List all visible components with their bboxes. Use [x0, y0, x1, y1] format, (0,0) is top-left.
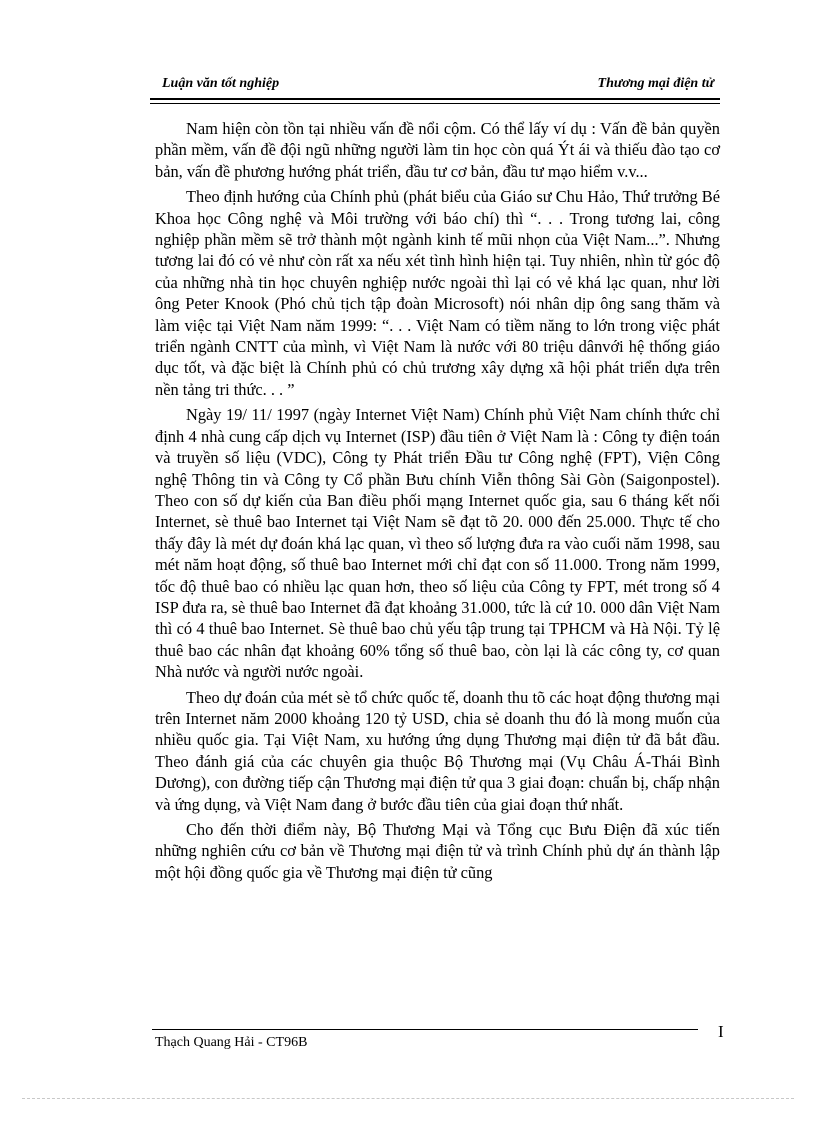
header-rule-thin [150, 103, 720, 104]
paragraph: Theo định hướng của Chính phủ (phát biểu của Giáo sư Chu Hảo, Thứ trưởng Bé Khoa học Công nghệ và Môi trường với báo chí) thì “. . . Trong tương lai, công nghiệp phần mềm sẽ trở thành một ngành kinh tế mũi nhọn của Việt Nam...”. Nhưng tương lai đó có vẻ như còn rất xa nếu xét tình hình hiện tại. Tuy nhiên, nhìn từ góc độ của những nhà tin học chuyên nghiệp nước ngoài thì lại có vẻ khá lạc quan, như lời ông Peter Knook (Phó chủ tịch tập đoàn Microsoft) nói nhân dịp ông sang thăm và làm việc tại Việt Nam năm 1999: “. . . Việt Nam có tiềm năng to lớn trong việc phát triển ngành CNTT của mình, vì Việt Nam là nước với 80 triệu dânvới hệ thống giáo dục tốt, và đặc biệt là Chính phủ có chủ trương xây dựng xã hội phát triển dựa trên nền tảng tri thức. . . ” [155, 187, 720, 399]
page-number: I [718, 1022, 724, 1041]
page-header [150, 68, 720, 98]
paragraph: Nam hiện còn tồn tại nhiều vấn đề nổi cộm. Có thể lấy ví dụ : Vấn đề bản quyền phần mềm, vấn đề đội ngũ những người làm tin học còn quá Ýt ái và thiếu đào tạo cơ bản, vấn đề phương hướng phát triển, đầu tư cơ bản, đầu tư mạo hiểm v.v... [155, 119, 720, 181]
page-bottom-border [22, 1098, 794, 1099]
document-body [155, 118, 720, 887]
header-thesis-title: Luận văn tốt nghiệp [162, 76, 280, 91]
header-subject-title: Thương mại điện tử [597, 76, 714, 91]
paragraph: Cho đến thời điểm này, Bộ Thương Mại và Tổng cục Bưu Điện đã xúc tiến những nghiên cứu cơ bản về Thương mại điện tử và trình Chính phủ dự án thành lập một hội đồng quốc gia về Thương mại điện tử cũng [155, 820, 720, 882]
header-rule-thick [150, 98, 720, 100]
paragraph: Theo dự đoán của mét sè tổ chức quốc tế, doanh thu tõ các hoạt động thương mại trên Internet năm 2000 khoảng 120 tỷ USD, chia sẻ doanh thu đó là mong muốn của nhiều quốc gia. Tại Việt Nam, xu hướng ứng dụng Thương mại điện tử đã bắt đầu. Theo đánh giá của các chuyên gia thuộc Bộ Thương mại (Vụ Châu Á-Thái Bình Dương), con đường tiếp cận Thương mại điện tử qua 3 giai đoạn: chuẩn bị, chấp nhận và ứng dụng, và Việt Nam đang ở bước đầu tiên của giai đoạn thứ nhất. [155, 687, 720, 814]
footer-rule [152, 1029, 698, 1030]
paragraph: Ngày 19/ 11/ 1997 (ngày Internet Việt Nam) Chính phủ Việt Nam chính thức chỉ định 4 nhà cung cấp dịch vụ Internet (ISP) đầu tiên ở Việt Nam là : Công ty điện toán và truyền số liệu (VDC), Công ty Phát triển Đầu tư Công nghệ (FPT), Viện Công nghệ Thông tin và Công ty Cổ phần Bưu chính Viễn thông Sài Gòn (Saigonpostel). Theo con số dự kiến của Ban điều phối mạng Internet quốc gia, sau 6 tháng kết nối Internet, sè thuê bao Internet tại Việt Nam sẽ đạt tõ 20. 000 đến 25.000. Thực tế cho thấy đây là mét dự đoán khá lạc quan, vì theo số lượng đưa ra vào cuối năm 1998, sau mét năm hoạt động, số thuê bao Internet mới chỉ đạt con số 11.000. Trong năm 1999, tốc độ thuê bao có nhiều lạc quan hơn, theo số liệu của Công ty FPT, mét trong số 4 ISP đưa ra, sè thuê bao Internet đã đạt khoảng 31.000, tức là cứ 10. 000 dân Việt Nam thì có 4 thuê bao Internet. Sè thuê bao chủ yếu tập trung tại TPHCM và Hà Nội. Tỷ lệ thuê bao các nhân đạt khoảng 60% tổng số thuê bao, còn lại là các công ty, cơ quan Nhà nước và người nước ngoài. [155, 405, 720, 682]
footer-author: Thạch Quang Hải - CT96B [155, 1035, 308, 1050]
